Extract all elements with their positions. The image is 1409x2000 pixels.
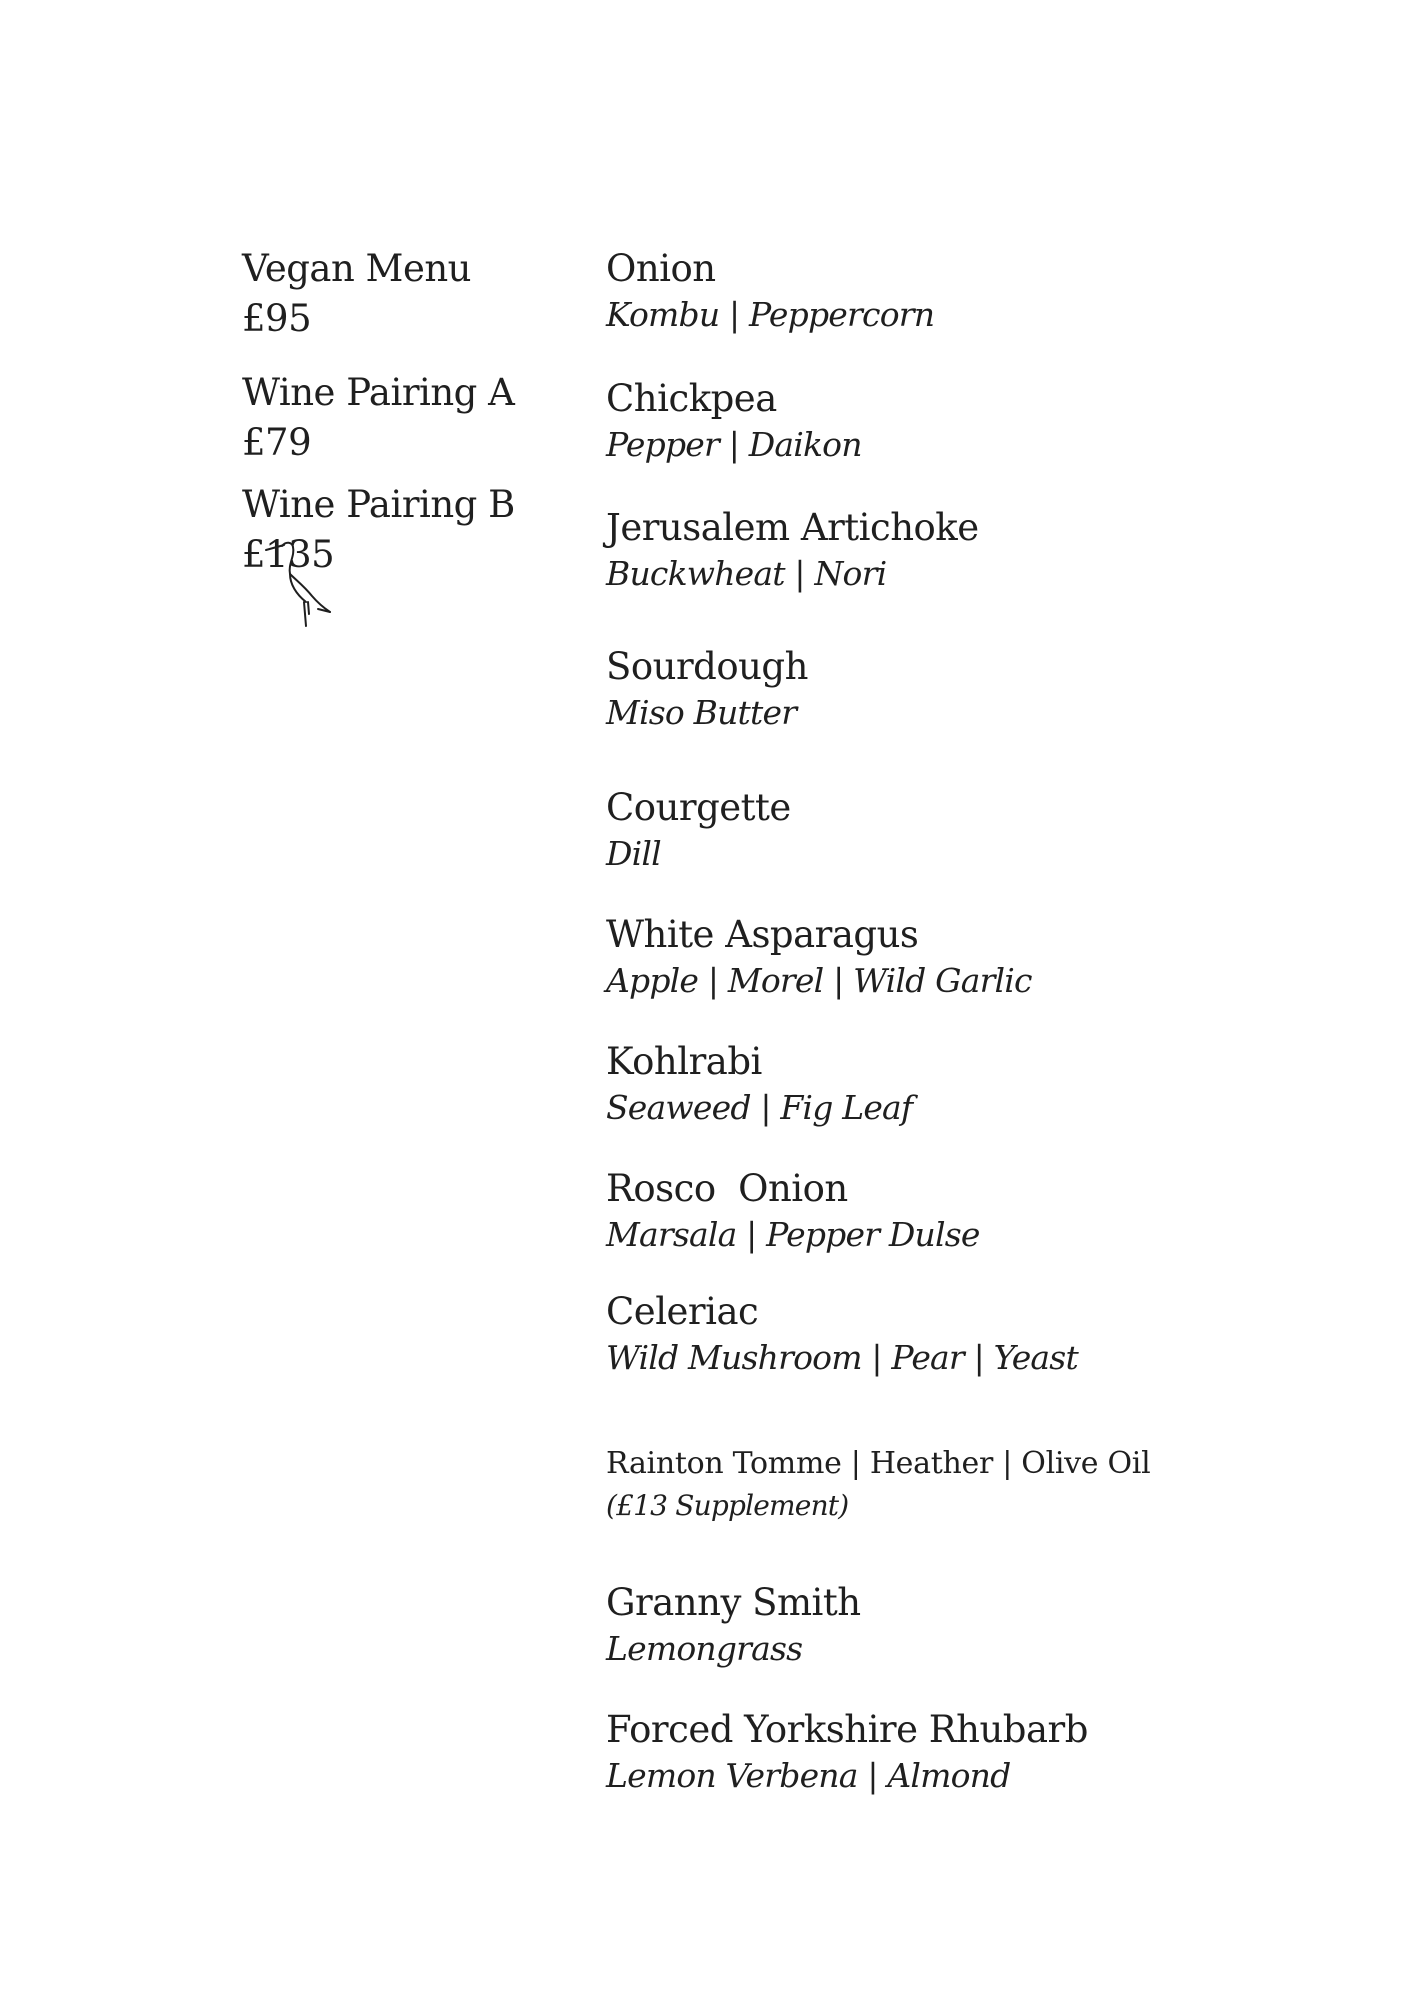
dish-ingredients: Buckwheat | Nori: [606, 554, 887, 593]
dish-name: Jerusalem Artichoke: [606, 506, 979, 549]
menu-title: Vegan Menu: [242, 247, 471, 290]
dish-name: Courgette: [606, 786, 791, 829]
heron-icon: [262, 536, 342, 628]
dish-jerusalem-artichoke: [606, 505, 1206, 597]
dish-celeriac: [606, 1289, 1206, 1381]
dish-name: Rosco Onion: [606, 1167, 848, 1210]
dish-name: Kohlrabi: [606, 1040, 762, 1083]
dish-courgette: [606, 785, 1206, 877]
dish-sourdough: [606, 644, 1206, 736]
dish-name: Rainton Tomme | Heather | Olive Oil: [606, 1446, 1151, 1481]
dish-ingredients: Lemon Verbena | Almond: [606, 1756, 1011, 1795]
dish-name: Forced Yorkshire Rhubarb: [606, 1708, 1088, 1751]
dish-ingredients: Dill: [606, 834, 661, 873]
menu-price: £95: [242, 297, 312, 340]
dish-name: Chickpea: [606, 377, 777, 420]
dish-name: Granny Smith: [606, 1581, 861, 1624]
dish-forced-yorkshire-rhubarb: [606, 1707, 1206, 1799]
dish-name: Onion: [606, 247, 716, 290]
dish-rosco-onion: [606, 1166, 1206, 1258]
wine-pairing-b: Wine Pairing B £135: [242, 483, 515, 576]
dish-ingredients: Seaweed | Fig Leaf: [606, 1088, 913, 1127]
dish-onion: [606, 246, 1206, 338]
dish-granny-smith: [606, 1580, 1206, 1672]
dish-ingredients: Wild Mushroom | Pear | Yeast: [606, 1338, 1078, 1377]
dish-rainton-tomme: [606, 1443, 1206, 1527]
menu-info: [242, 244, 582, 580]
dish-kohlrabi: [606, 1039, 1206, 1131]
supplement-note: (£13 Supplement): [606, 1489, 849, 1522]
dish-ingredients: Pepper | Daikon: [606, 425, 862, 464]
dish-ingredients: Marsala | Pepper Dulse: [606, 1215, 980, 1254]
dish-ingredients: Miso Butter: [606, 693, 797, 732]
dish-white-asparagus: [606, 912, 1206, 1004]
dish-chickpea: [606, 376, 1206, 468]
dish-ingredients: Lemongrass: [606, 1629, 803, 1668]
dish-name: White Asparagus: [606, 913, 919, 956]
dish-name: Sourdough: [606, 645, 808, 688]
dish-name: Celeriac: [606, 1290, 759, 1333]
dish-ingredients: Apple | Morel | Wild Garlic: [606, 961, 1032, 1000]
wine-pairing-a: Wine Pairing A £79: [242, 371, 515, 464]
dish-ingredients: Kombu | Peppercorn: [606, 295, 935, 334]
